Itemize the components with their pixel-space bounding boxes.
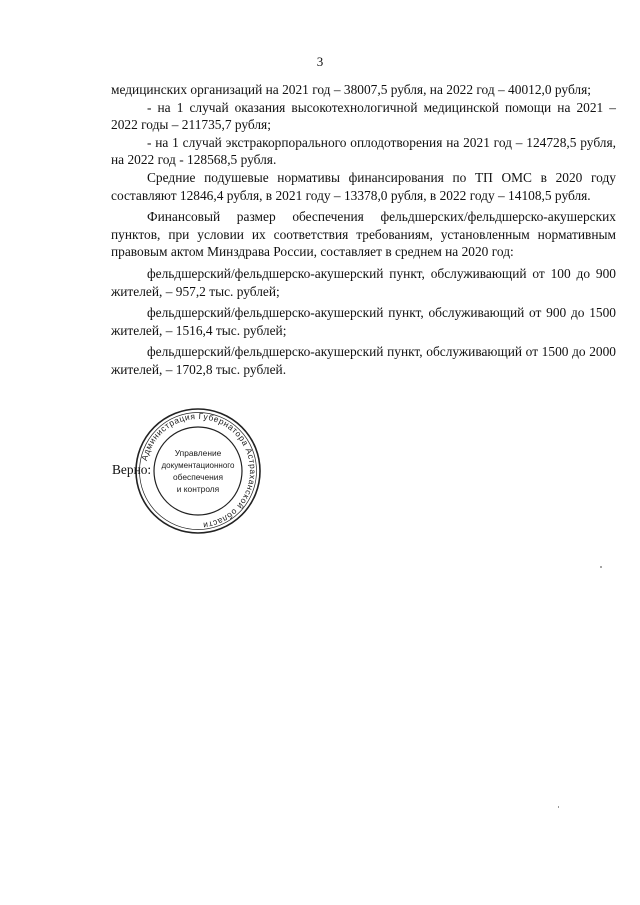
- document-body: [111, 81, 616, 379]
- paragraph-per-capita: Средние подушевые нормативы финансирования по ТП ОМС в 2020 году составляют 12846,4 рубля, в 2021 году – 13378,0 рубля, в 2022 году – 14108,5 рубля.: [111, 169, 616, 203]
- paragraph-fap-900-1500: фельдшерский/фельдшерско-акушерский пункт, обслуживающий от 900 до 1500 жителей, – 1516,4 тыс. рублей;: [111, 305, 616, 338]
- paragraph-fap-financing: Финансовый размер обеспечения фельдшерских/фельдшерско-акушерских пунктов, при условии их соответствия требованиям, установленным нормативным правовым актом Минздрава России, составляет в среднем на 2020 год:: [111, 209, 616, 260]
- paragraph-fap-100-900: фельдшерский/фельдшерско-акушерский пункт, обслуживающий от 100 до 900 жителей, – 957,2 тыс. рублей;: [111, 265, 616, 299]
- scan-speck: [558, 806, 559, 808]
- stamp-outer-text: Администрация Губернатора Астраханской области: [139, 410, 259, 531]
- page-number: 3: [316, 54, 324, 69]
- stamp-line-2: документационного: [161, 461, 235, 470]
- stamp-line-4: и контроля: [176, 484, 220, 494]
- stamp-line-1: Управление: [174, 448, 222, 458]
- scan-speck: [600, 566, 602, 568]
- paragraph-fap-1500-2000: фельдшерский/фельдшерско-акушерский пункт, обслуживающий от 1500 до 2000 жителей, – 1702,8 тыс. рублей.: [111, 344, 616, 377]
- official-stamp: [133, 406, 263, 536]
- paragraph-high-tech-care: - на 1 случай оказания высокотехнологичной медицинской помощи на 2021 – 2022 годы – 211735,7 рубля;: [111, 99, 616, 133]
- stamp-line-3: обеспечения: [173, 472, 223, 482]
- paragraph-ivf: - на 1 случай экстракорпорального оплодотворения на 2021 год – 124728,5 рубля, на 2022 год - 128568,5 рубля.: [111, 134, 616, 168]
- certification-label: Верно:: [112, 462, 152, 477]
- paragraph-continuation: медицинских организаций на 2021 год – 38007,5 рубля, на 2022 год – 40012,0 рубля;: [111, 82, 591, 97]
